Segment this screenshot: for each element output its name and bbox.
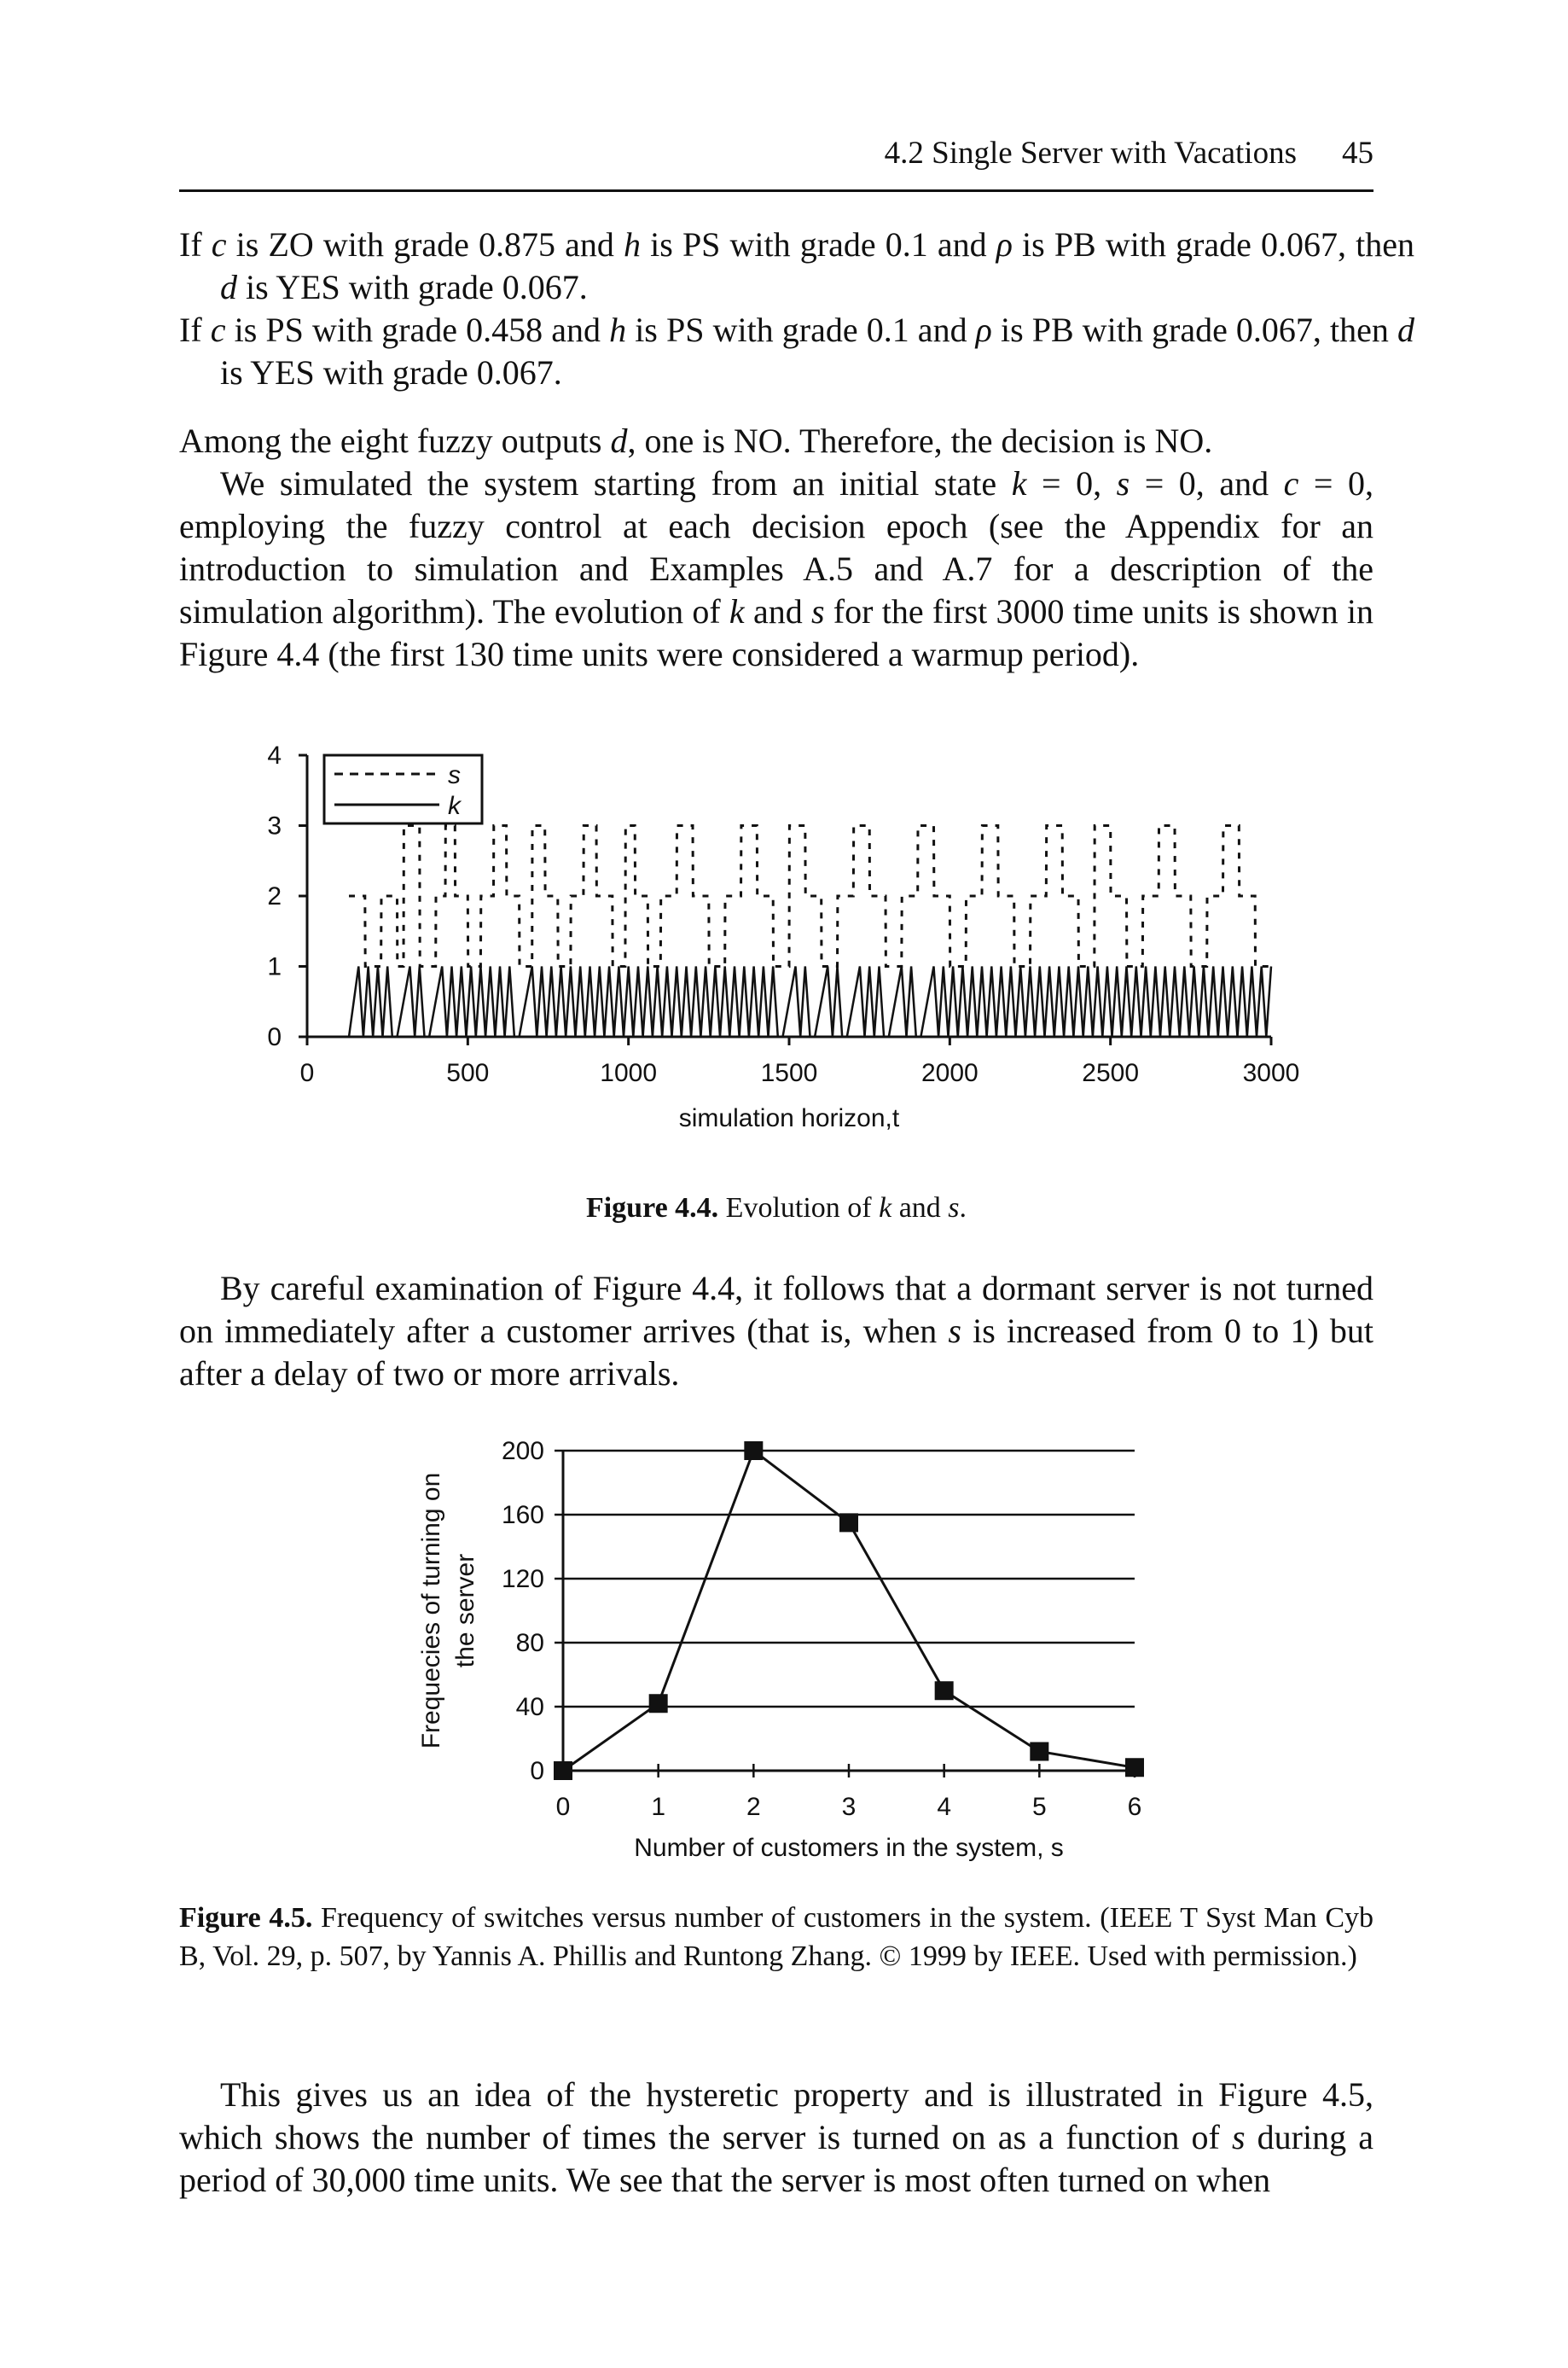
x-tick-label: 500: [446, 1059, 490, 1087]
figure-4-4-series: [349, 826, 1271, 1038]
y-tick-label: 0: [267, 1023, 282, 1051]
figure-4-4-legend: [324, 755, 482, 823]
figure-4-4-chart: [222, 730, 1331, 1156]
x-tick-label: 4: [937, 1793, 952, 1821]
x-tick-label: 1: [651, 1793, 666, 1821]
section-title: 4.2 Single Server with Vacations: [884, 136, 1297, 171]
x-tick-label: 0: [555, 1793, 571, 1821]
y-axis-title-line1: Frequecies of turning on: [417, 1472, 445, 1749]
y-tick-label: 120: [501, 1565, 544, 1593]
series-frequency-line: [563, 1451, 1135, 1771]
figure-4-5-axes: [555, 1451, 1135, 1777]
y-tick-label: 4: [267, 742, 282, 770]
x-tick-label: 3: [841, 1793, 857, 1821]
paragraph-simulation: We simulated the system starting from an initial state k = 0, s = 0, and c = 0, employing the fuzzy control at each decision epoch (see the Appendix for an introduction to simulation and Examples A.5 and A.7 for a description of the simulation algorithm). The evolution of k and s for the first 3000 time units is shown in Figure 4.4 (the first 130 time units were considered a warmup period).: [179, 464, 1374, 673]
y-tick-label: 0: [530, 1757, 544, 1785]
data-point-marker: [935, 1681, 954, 1700]
figure-4-5-series: [554, 1441, 1144, 1780]
figure-4-5-chart: [367, 1421, 1220, 1865]
running-head: [179, 128, 1373, 188]
figure-4-5-labels: [417, 1437, 1141, 1862]
x-tick-label: 3000: [1242, 1059, 1300, 1087]
x-tick-label: 2000: [920, 1059, 979, 1087]
figure-4-4-caption: Figure 4.4. Evolution of k and s.: [585, 1192, 967, 1224]
x-tick-label: 1000: [600, 1059, 658, 1087]
legend-label-s: s: [448, 761, 461, 789]
x-axis-title: Number of customers in the system, s: [634, 1834, 1064, 1862]
y-tick-label: 40: [515, 1693, 544, 1721]
x-tick-label: 5: [1031, 1793, 1047, 1821]
data-point-marker: [554, 1761, 572, 1780]
x-axis-title: simulation horizon,t: [678, 1104, 900, 1132]
paragraph-decision: Among the eight fuzzy outputs d, one is NO. Therefore, the decision is NO.: [179, 422, 1213, 460]
series-k-line: [349, 967, 1271, 1038]
x-tick-label: 0: [299, 1059, 315, 1087]
paragraph-observation: By careful examination of Figure 4.4, it follows that a dormant server is not turned on immediately after a customer arrives (that is, when s is increased from 0 to 1) but after a delay of two or more arrivals.: [179, 1269, 1373, 1393]
fuzzy-rule-1: If c is ZO with grade 0.875 and h is PS with grade 0.1 and ρ is PB with grade 0.067, then d is YES with grade 0.067.: [179, 225, 1415, 306]
y-tick-label: 3: [267, 812, 282, 841]
y-tick-label: 2: [267, 882, 282, 911]
x-tick-label: 6: [1127, 1793, 1142, 1821]
y-tick-label: 1: [267, 952, 282, 981]
legend-label-k: k: [448, 792, 461, 820]
data-point-marker: [1030, 1743, 1048, 1761]
header-rule: [179, 189, 1373, 192]
series-s-line: [349, 826, 1271, 967]
x-tick-label: 2500: [1082, 1059, 1140, 1087]
y-axis-title-line2: the server: [451, 1553, 479, 1668]
data-point-marker: [649, 1694, 668, 1713]
data-point-marker: [744, 1441, 763, 1460]
data-point-marker: [1125, 1758, 1144, 1777]
x-tick-label: 1500: [760, 1059, 818, 1087]
page-number: 45: [1342, 136, 1373, 171]
data-point-marker: [839, 1513, 858, 1532]
paragraph-hysteresis: This gives us an idea of the hysteretic property and is illustrated in Figure 4.5, which shows the number of times the server is turned on as a function of s during a period of 30,000 time units. We see that the server is most often turned on when: [179, 2075, 1374, 2199]
y-tick-label: 160: [501, 1501, 544, 1529]
y-tick-label: 200: [501, 1437, 544, 1465]
x-tick-label: 2: [746, 1793, 761, 1821]
figure-4-5-caption: Figure 4.5. Frequency of switches versus number of customers in the system. (IEEE T Syst Man Cyb B, Vol. 29, p. 507, by Yannis A. Phillis and Runtong Zhang. © 1999 by IEEE. Used with permission.): [179, 1902, 1373, 1972]
fuzzy-rule-2: If c is PS with grade 0.458 and h is PS with grade 0.1 and ρ is PB with grade 0.067, then d is YES with grade 0.067.: [179, 311, 1414, 392]
y-tick-label: 80: [515, 1629, 544, 1657]
